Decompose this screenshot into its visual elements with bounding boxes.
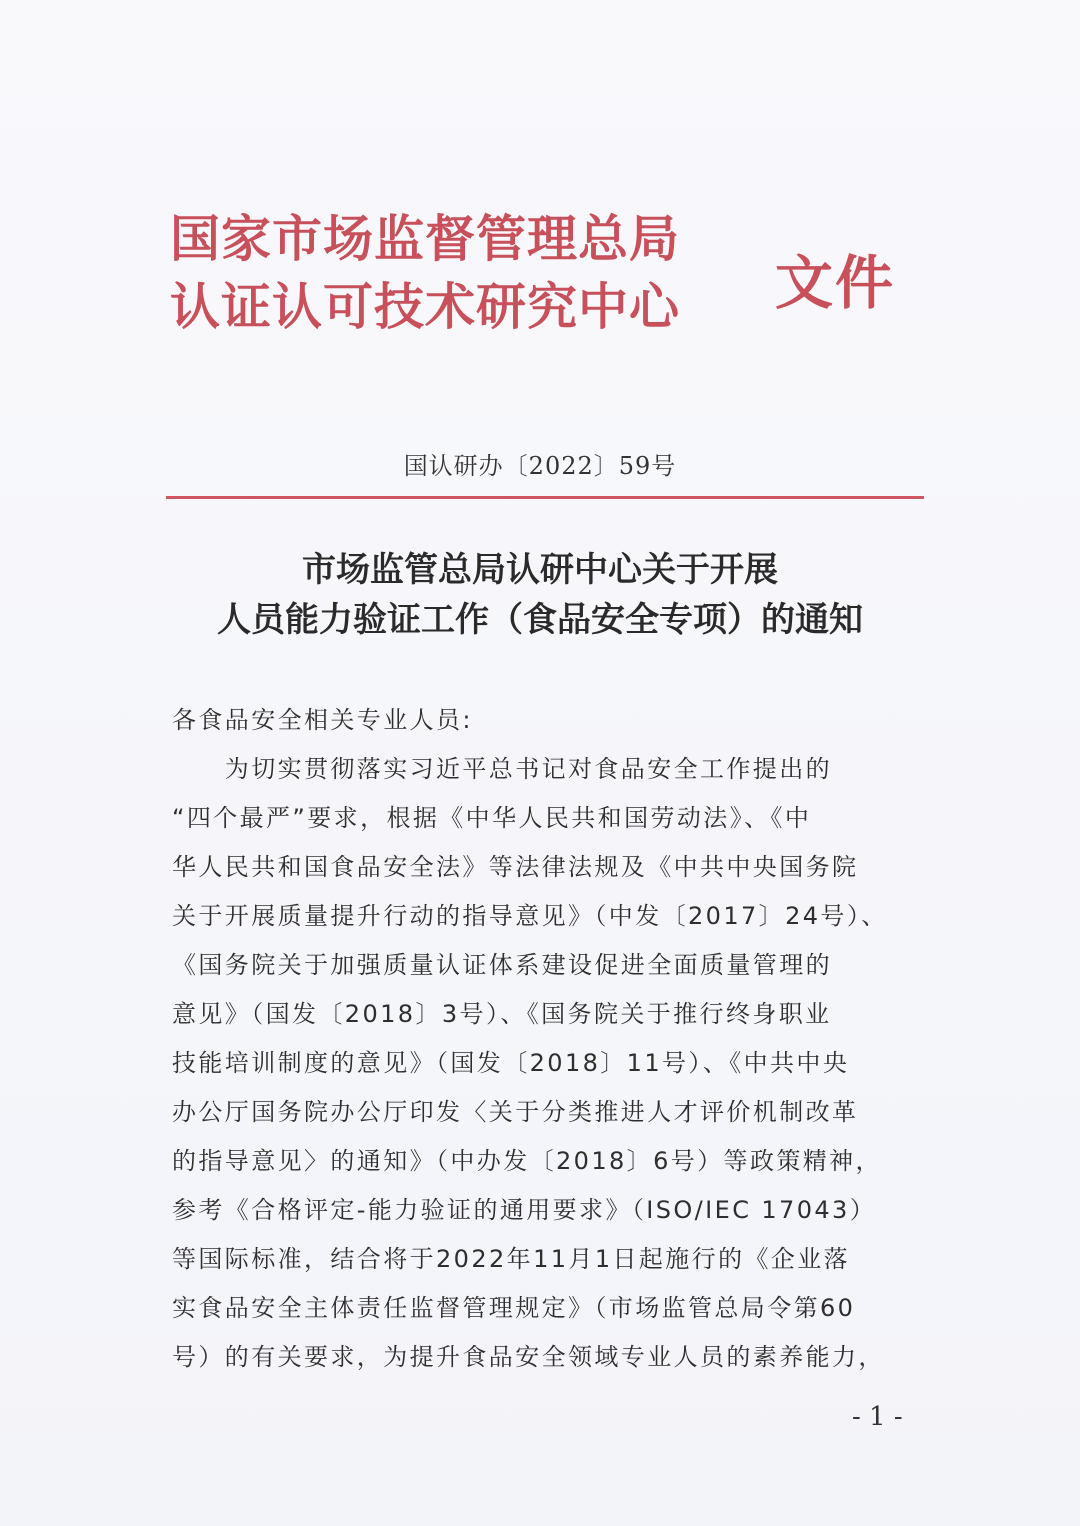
body-line: 关于开展质量提升行动的指导意见》（中发〔2017〕24号）、 bbox=[172, 902, 888, 930]
notice-title-line-2: 人员能力验证工作（食品安全专项）的通知 bbox=[217, 600, 863, 640]
body-line: 等国际标准，结合将于2022年11月1日起施行的《企业落 bbox=[172, 1245, 851, 1273]
page-number: - 1 - bbox=[852, 1402, 903, 1432]
issuer-suffix: 文件 bbox=[775, 249, 896, 317]
body-line: “四个最严”要求，根据《中华人民共和国劳动法》、《中 bbox=[172, 804, 812, 832]
body-line: 号）的有关要求，为提升食品安全领域专业人员的素养能力， bbox=[172, 1343, 885, 1371]
body-text bbox=[172, 696, 924, 1382]
document-number: 国认研办〔2022〕59号 bbox=[403, 452, 677, 480]
body-line: 参考《合格评定-能力验证的通用要求》（ISO/IEC 17043） bbox=[172, 1196, 877, 1224]
body-line: 华人民共和国食品安全法》等法律法规及《中共中央国务院 bbox=[172, 853, 859, 881]
issuer-line-2: 认证认可技术研究中心 bbox=[170, 277, 680, 336]
body-line: 为切实贯彻落实习近平总书记对食品安全工作提出的 bbox=[172, 755, 832, 783]
body-line: 技能培训制度的意见》（国发〔2018〕11号）、《中共中央 bbox=[172, 1049, 850, 1077]
body-line: 办公厅国务院办公厅印发〈关于分类推进人才评价机制改革 bbox=[172, 1098, 859, 1126]
body-line: 《国务院关于加强质量认证体系建设促进全面质量管理的 bbox=[172, 951, 832, 979]
body-line: 意见》（国发〔2018〕3号）、《国务院关于推行终身职业 bbox=[172, 1000, 832, 1028]
issuer-name bbox=[170, 205, 680, 341]
salutation: 各食品安全相关专业人员: bbox=[172, 706, 473, 734]
notice-title bbox=[0, 545, 1080, 645]
notice-title-line-1: 市场监管总局认研中心关于开展 bbox=[302, 550, 778, 590]
body-line: 实食品安全主体责任监督管理规定》（市场监管总局令第60 bbox=[172, 1294, 856, 1322]
red-divider bbox=[166, 496, 924, 499]
body-line: 的指导意见〉的通知》（中办发〔2018〕6号）等政策精神， bbox=[172, 1147, 882, 1175]
issuer-line-1: 国家市场监督管理总局 bbox=[170, 209, 680, 268]
